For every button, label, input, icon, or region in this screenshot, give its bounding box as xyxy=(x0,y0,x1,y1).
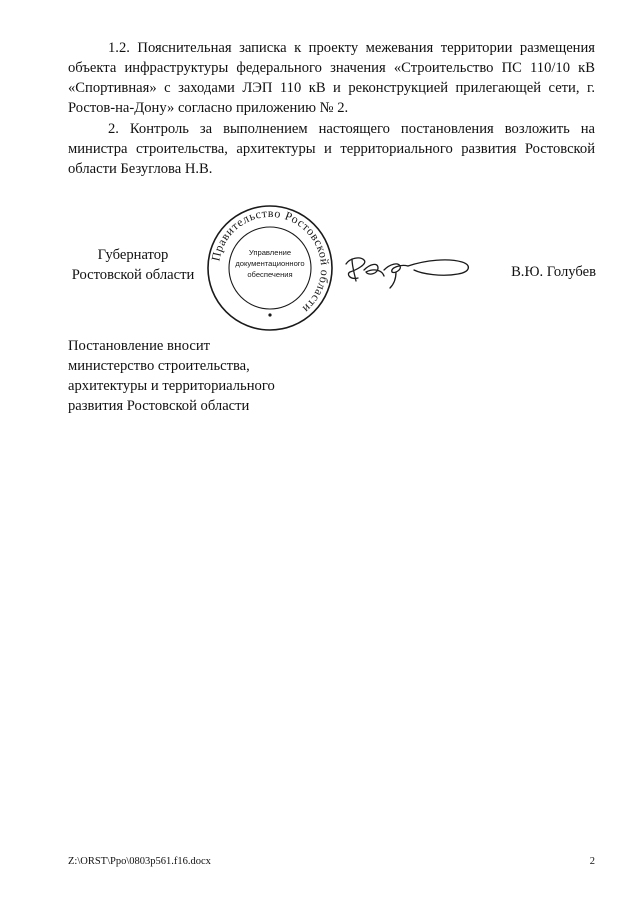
submitter-note xyxy=(68,336,348,416)
footer-page-number: 2 xyxy=(589,856,595,867)
paragraph-2: 2. Контроль за выполнением настоящего постановления возложить на министра строительства, архитектуры и территориального развития Ростовской области Безуглова Н.В. xyxy=(68,121,595,177)
seal-center-line1: Управление xyxy=(248,248,292,257)
submitter-line2: министерство строительства, xyxy=(68,358,250,374)
seal-dot xyxy=(268,313,271,316)
footer-file-path: Z:\ORST\Ppo\0803p561.f16.docx xyxy=(68,856,211,867)
official-seal xyxy=(204,202,336,334)
signatory-title-line2: Ростовской области xyxy=(71,267,195,283)
seal-center-line2: документационного xyxy=(235,259,305,268)
signatory-name: В.Ю. Голубев xyxy=(511,264,596,280)
submitter-line3: архитектуры и территориального xyxy=(68,378,275,394)
body-text xyxy=(68,38,595,179)
seal-ring-text: Правительство Ростовской области xyxy=(208,205,333,317)
signatory-title-line1: Губернатор xyxy=(97,247,169,263)
signatory-title xyxy=(68,245,198,285)
submitter-line1: Постановление вносит xyxy=(68,338,211,354)
submitter-line4: развития Ростовской области xyxy=(68,398,250,414)
handwritten-signature xyxy=(338,250,474,292)
seal-center-line3: обеспечения xyxy=(247,270,293,279)
paragraph-1-2: 1.2. Пояснительная записка к проекту межевания территории размещения объекта инфраструктуры федерального значения «Строительство ПС 110/10 кВ «Спортивная» с заходами ЛЭП 110 кВ и реконструкцией прилегающей сети, г. Ростов-на-Дону» согласно приложению № 2. xyxy=(68,40,595,116)
